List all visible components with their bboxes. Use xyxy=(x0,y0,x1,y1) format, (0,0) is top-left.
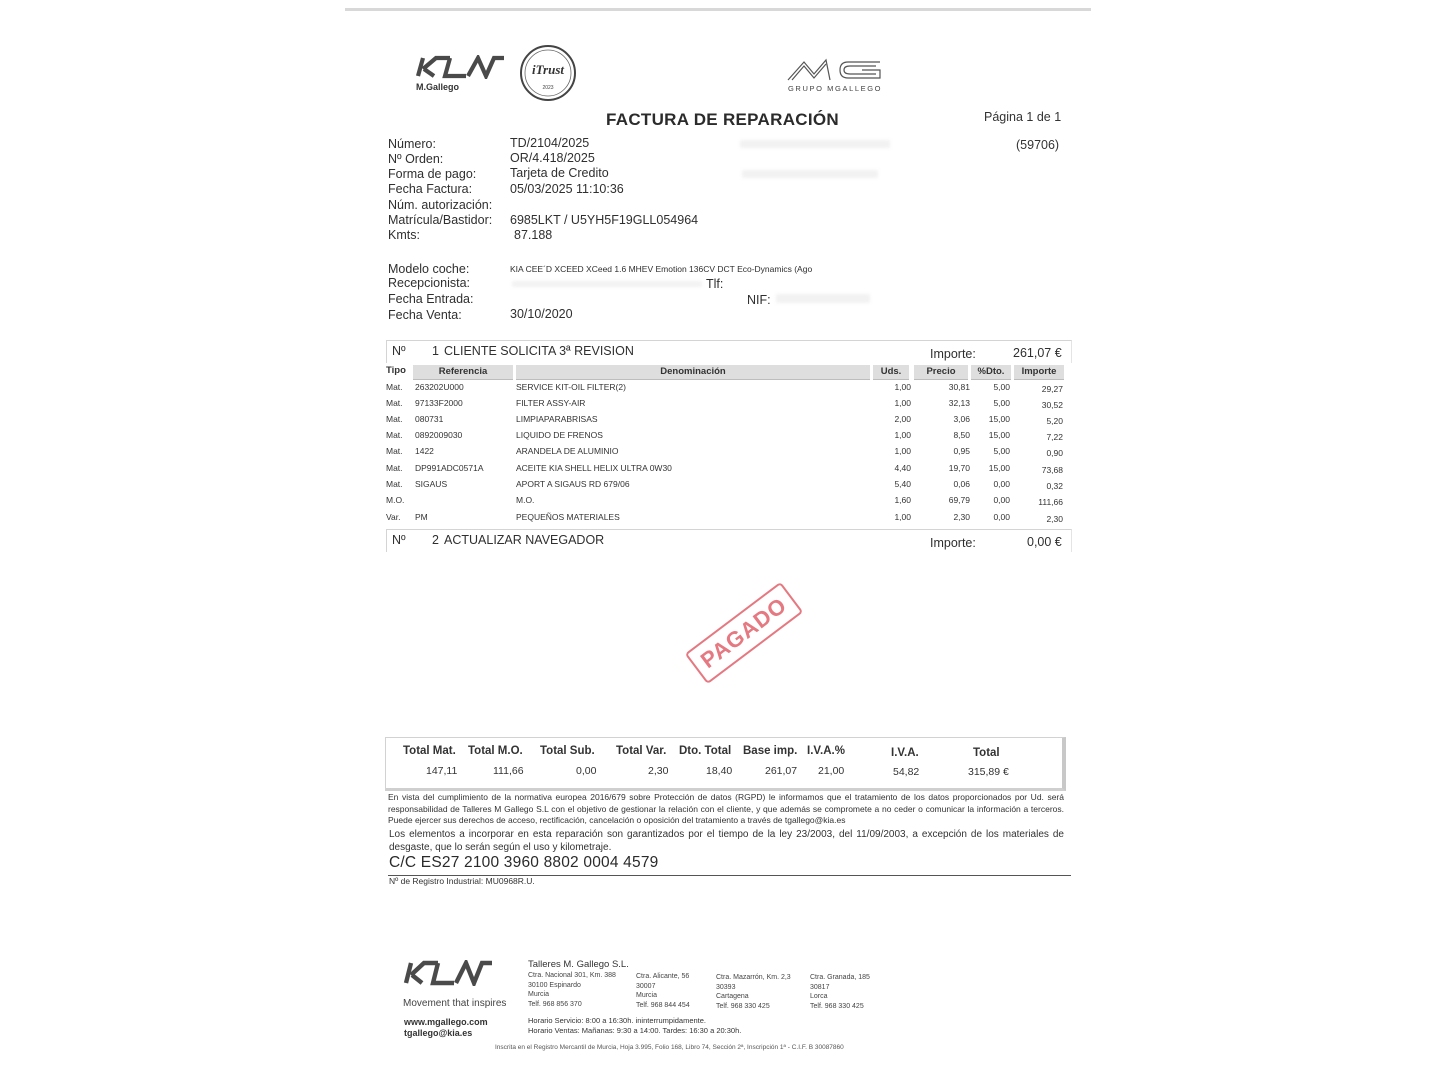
warranty-notice: Los elementos a incorporar en esta reparación son garantizados por el tiempo de la ley 23/2003, del 11/09/2003, a excepción de los materiales de desgaste, que lo serán según el uso y kilometraje. xyxy=(389,829,1064,853)
iva-pct-label: I.V.A.% xyxy=(807,745,845,757)
cell-tipo: M.O. xyxy=(386,495,405,505)
cell-referencia: 0892009030 xyxy=(415,430,463,440)
cell-referencia: 97133F2000 xyxy=(415,398,463,408)
modelo-value: KIA CEE´D XCEED XCeed 1.6 MHEV Emotion 136CV DCT Eco-Dynamics (Ago xyxy=(510,264,813,274)
scan-top-edge xyxy=(345,8,1091,11)
table-row xyxy=(386,492,1070,508)
modelo-label: Modelo coche: xyxy=(388,262,470,276)
section-importe-label: Importe: xyxy=(930,536,976,550)
table-row xyxy=(386,427,1070,443)
cell-tipo: Var. xyxy=(386,512,401,522)
address-line: Ctra. Granada, 185 xyxy=(810,974,870,981)
tlf-label: Tlf: xyxy=(706,277,724,291)
section-importe-value: 261,07 € xyxy=(1013,346,1062,360)
total-label: Total xyxy=(973,747,1000,759)
fecha-factura-value: 05/03/2025 11:10:36 xyxy=(510,182,624,196)
cell-uds: 1,00 xyxy=(894,430,911,440)
document-title: FACTURA DE REPARACIÓN xyxy=(606,110,839,129)
cell-precio: 30,81 xyxy=(948,382,970,392)
total-sub-label: Total Sub. xyxy=(540,745,595,757)
cell-importe: 111,66 xyxy=(1038,497,1063,507)
cell-referencia: SIGAUS xyxy=(415,479,448,489)
footer-hours xyxy=(528,1016,741,1036)
cell-importe: 0,32 xyxy=(1046,481,1063,491)
cell-tipo: Mat. xyxy=(386,446,403,456)
cell-uds: 4,40 xyxy=(894,463,911,473)
cell-precio: 32,13 xyxy=(948,398,970,408)
footer-website[interactable]: www.mgallego.com xyxy=(404,1017,488,1027)
address-line: Telf. 968 330 425 xyxy=(716,1002,770,1010)
footer-kia-logo xyxy=(402,960,494,986)
fecha-venta-label: Fecha Venta: xyxy=(388,308,462,322)
section-number: 2 xyxy=(432,533,439,547)
cell-dto: 15,00 xyxy=(988,463,1010,473)
footer-address-1 xyxy=(528,971,616,1009)
cell-dto: 0,00 xyxy=(993,512,1010,522)
cell-tipo: Mat. xyxy=(386,463,403,473)
cell-denominacion: ARANDELA DE ALUMINIO xyxy=(516,446,619,456)
cell-denominacion: LIQUIDO DE FRENOS xyxy=(516,430,603,440)
table-header xyxy=(386,364,1070,380)
col-importe: Importe xyxy=(1014,365,1064,380)
cell-dto: 5,00 xyxy=(993,446,1010,456)
cell-precio: 19,70 xyxy=(948,463,970,473)
cell-importe: 0,90 xyxy=(1046,448,1063,458)
cell-uds: 1,00 xyxy=(894,398,911,408)
cell-precio: 8,50 xyxy=(953,430,970,440)
address-line: 30007 xyxy=(636,982,656,990)
cell-precio: 69,79 xyxy=(948,495,970,505)
cell-uds: 1,00 xyxy=(894,446,911,456)
fecha-venta-value: 30/10/2020 xyxy=(510,307,573,321)
footer-email[interactable]: tgallego@kia.es xyxy=(404,1028,473,1038)
total-value: 315,89 € xyxy=(968,766,1009,778)
cell-referencia: DP991ADC0571A xyxy=(415,463,484,473)
address-line: Telf. 968 856 370 xyxy=(528,1000,582,1008)
bank-account: C/C ES27 2100 3960 8802 0004 4579 xyxy=(389,854,659,871)
fecha-entrada-label: Fecha Entrada: xyxy=(388,292,474,306)
itrust-seal xyxy=(516,44,580,102)
cell-importe: 30,52 xyxy=(1041,400,1063,410)
totals-box xyxy=(385,737,1066,791)
cell-importe: 73,68 xyxy=(1041,465,1063,475)
kmts-label: Kmts: xyxy=(388,228,420,242)
table-row xyxy=(386,443,1070,459)
mg-logo xyxy=(786,56,884,82)
industrial-registry: Nº de Registro Industrial: MU0968R.U. xyxy=(389,876,535,886)
section-header-1 xyxy=(386,340,1072,363)
kia-logo xyxy=(414,55,506,79)
section-header-2 xyxy=(386,529,1072,552)
address-line: Lorca xyxy=(810,993,828,1000)
cell-tipo: Mat. xyxy=(386,479,403,489)
cell-denominacion: ACEITE KIA SHELL HELIX ULTRA 0W30 xyxy=(516,463,672,473)
redacted-client-name xyxy=(740,140,890,148)
total-mo-value: 111,66 xyxy=(493,765,524,777)
orden-value: OR/4.418/2025 xyxy=(510,151,595,165)
cell-uds: 2,00 xyxy=(894,414,911,424)
cell-precio: 0,06 xyxy=(953,479,970,489)
brand-subtitle: M.Gallego xyxy=(416,82,460,92)
col-dto: %Dto. xyxy=(971,365,1011,380)
address-line: Telf. 968 330 425 xyxy=(810,1002,864,1010)
redacted-nif xyxy=(776,294,870,303)
section-importe-value: 0,00 € xyxy=(1027,535,1062,549)
address-line: Murcia xyxy=(528,991,550,998)
rgpd-notice: En vista del cumplimiento de la normativa europea 2016/679 sobre Protección de datos (RGPD) le informamos que el tratamiento de los datos proporcionados por Ud. será responsabilidad de Talleres M Gallego S.L con el objetivo de gestionar la relación con el cliente, y que además se compromete a no ceder o comunicar la información a terceros. Puede ejercer sus derechos de acceso, rectificación, cancelación o oposición del tratamiento a través de tgallego@kia.es xyxy=(388,792,1064,825)
recepcionista-label: Recepcionista: xyxy=(388,276,470,290)
page-number: Página 1 de 1 xyxy=(984,110,1062,124)
cell-importe: 2,30 xyxy=(1046,514,1063,524)
cell-denominacion: APORT A SIGAUS RD 679/06 xyxy=(516,479,630,489)
cell-importe: 5,20 xyxy=(1046,416,1063,426)
cell-dto: 5,00 xyxy=(993,398,1010,408)
cell-dto: 15,00 xyxy=(988,414,1010,424)
numero-value: TD/2104/2025 xyxy=(510,136,590,150)
cell-importe: 29,27 xyxy=(1041,384,1063,394)
cell-importe: 7,22 xyxy=(1046,432,1063,442)
cell-referencia: 1422 xyxy=(415,446,434,456)
footer-address-2 xyxy=(636,972,690,1010)
section-description: ACTUALIZAR NAVEGADOR xyxy=(444,533,605,547)
cell-uds: 5,40 xyxy=(894,479,911,489)
col-referencia: Referencia xyxy=(413,365,513,380)
table-row xyxy=(386,379,1070,395)
col-denominacion: Denominación xyxy=(516,365,870,380)
paid-stamp: PAGADO xyxy=(685,582,804,685)
service-hours: Horario Servicio: 8:00 a 16:30h. ininterrumpidamente. xyxy=(528,1016,707,1025)
cell-dto: 5,00 xyxy=(993,382,1010,392)
address-line: Ctra. Alicante, 56 xyxy=(636,973,690,980)
address-line: 30817 xyxy=(810,983,830,991)
section-importe-label: Importe: xyxy=(930,347,976,361)
cell-dto: 0,00 xyxy=(993,479,1010,489)
itrust-year: 2023 xyxy=(542,85,554,91)
section-number: 1 xyxy=(432,344,439,358)
redacted-client-address xyxy=(742,170,878,178)
numero-label: Número: xyxy=(388,137,436,151)
redacted-recepcionista xyxy=(512,281,702,287)
group-subtitle: GRUPO MGALLEGO xyxy=(788,84,883,93)
kmts-value: 87.188 xyxy=(514,228,553,242)
cell-precio: 0,95 xyxy=(953,446,970,456)
cell-denominacion: LIMPIAPARABRISAS xyxy=(516,414,598,424)
cell-dto: 0,00 xyxy=(993,495,1010,505)
total-var-label: Total Var. xyxy=(616,745,667,757)
table-row xyxy=(386,460,1070,476)
address-line: Murcia xyxy=(636,992,658,999)
orden-label: Nº Orden: xyxy=(388,152,444,166)
iva-value: 54,82 xyxy=(893,766,920,778)
cell-denominacion: FILTER ASSY-AIR xyxy=(516,398,586,408)
footer-registration: Inscrita en el Registro Mercantil de Murcia, Hoja 3.995, Folio 168, Libro 74, Sección 2ª, Inscripción 1ª - C.I.F. B 30087860 xyxy=(495,1044,844,1051)
address-line: Ctra. Nacional 301, Km. 388 xyxy=(528,972,616,979)
table-row xyxy=(386,395,1070,411)
cell-denominacion: M.O. xyxy=(516,495,535,505)
footer-company: Talleres M. Gallego S.L. xyxy=(528,959,629,970)
address-line: 30100 Espinardo xyxy=(528,981,581,989)
cell-dto: 15,00 xyxy=(988,430,1010,440)
iva-pct-value: 21,00 xyxy=(818,765,845,777)
cell-uds: 1,00 xyxy=(894,512,911,522)
cell-uds: 1,00 xyxy=(894,382,911,392)
fecha-factura-label: Fecha Factura: xyxy=(388,182,473,196)
col-uds: Uds. xyxy=(873,365,909,380)
cell-denominacion: PEQUEÑOS MATERIALES xyxy=(516,512,620,522)
total-var-value: 2,30 xyxy=(648,765,669,777)
cell-uds: 1,60 xyxy=(894,495,911,505)
total-mo-label: Total M.O. xyxy=(468,745,523,757)
cell-tipo: Mat. xyxy=(386,382,403,392)
col-tipo: Tipo xyxy=(386,365,406,376)
itrust-text: iTrust xyxy=(531,62,565,77)
iva-label: I.V.A. xyxy=(891,747,919,759)
dto-total-value: 18,40 xyxy=(706,765,733,777)
total-sub-value: 0,00 xyxy=(576,765,597,777)
section-description: CLIENTE SOLICITA 3ª REVISION xyxy=(444,344,634,358)
dto-total-label: Dto. Total xyxy=(679,745,732,757)
cell-precio: 2,30 xyxy=(953,512,970,522)
section-no-label: Nº xyxy=(392,533,406,547)
matricula-label: Matrícula/Bastidor: xyxy=(388,213,493,227)
sales-hours: Horario Ventas: Mañanas: 9:30 a 14:00. Tardes: 16:30 a 20:30h. xyxy=(528,1026,742,1035)
section-no-label: Nº xyxy=(392,344,406,358)
cell-tipo: Mat. xyxy=(386,414,403,424)
cell-tipo: Mat. xyxy=(386,430,403,440)
pago-value: Tarjeta de Credito xyxy=(510,166,609,180)
total-mat-label: Total Mat. xyxy=(403,745,456,757)
cell-referencia: PM xyxy=(415,512,428,522)
cell-referencia: 263202U000 xyxy=(415,382,464,392)
cell-referencia: 080731 xyxy=(415,414,444,424)
client-code: (59706) xyxy=(1016,138,1060,152)
footer-address-3 xyxy=(716,973,791,1011)
footer-slogan: Movement that inspires xyxy=(403,998,507,1009)
address-line: Ctra. Mazarrón, Km. 2,3 xyxy=(716,974,791,981)
address-line: Cartagena xyxy=(716,993,749,1000)
matricula-value: 6985LKT / U5YH5F19GLL054964 xyxy=(510,213,699,227)
table-row xyxy=(386,476,1070,492)
cell-denominacion: SERVICE KIT-OIL FILTER(2) xyxy=(516,382,626,392)
base-imp-value: 261,07 xyxy=(765,765,798,777)
address-line: Telf. 968 844 454 xyxy=(636,1001,690,1009)
nif-label: NIF: xyxy=(747,293,771,307)
table-row xyxy=(386,509,1070,525)
col-precio: Precio xyxy=(914,365,968,380)
autorizacion-label: Núm. autorización: xyxy=(388,198,493,212)
address-line: 30393 xyxy=(716,983,736,991)
pago-label: Forma de pago: xyxy=(388,167,477,181)
cell-tipo: Mat. xyxy=(386,398,403,408)
base-imp-label: Base imp. xyxy=(743,745,798,757)
footer-address-4 xyxy=(810,973,870,1011)
cell-precio: 3,06 xyxy=(953,414,970,424)
table-row xyxy=(386,411,1070,427)
total-mat-value: 147,11 xyxy=(426,765,458,777)
